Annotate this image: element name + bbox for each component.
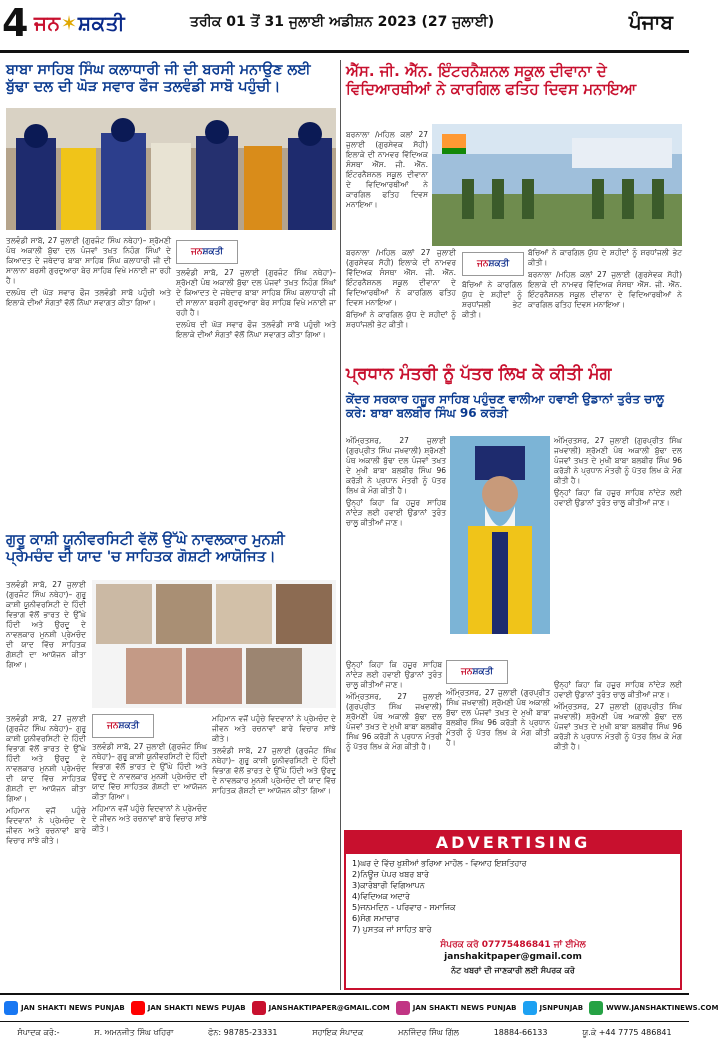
advert-item: 5)ਜਨਮਦਿਨ - ਪਰਿਵਾਰ - ਸਮਾਜਿਕ: [352, 903, 456, 912]
story4-body-col3: [346, 660, 442, 825]
logo-star-icon: ✶: [60, 11, 78, 35]
newspaper-logo[interactable]: [34, 8, 154, 38]
advertising-box: [344, 830, 682, 990]
email-link[interactable]: JANSHAKTIPAPER@GMAIL.COM: [252, 1001, 390, 1015]
story4-paragraph: ਉਨ੍ਹਾਂ ਕਿਹਾ ਕਿ ਹਜ਼ੂਰ ਸਾਹਿਬ ਨਾਂਦੇੜ ਲਈ ਹਵਾਈ ਉਡਾਨਾਂ ਤੁਰੰਤ ਚਾਲੂ ਕੀਤੀਆਂ ਜਾਣ।: [554, 488, 682, 507]
story2-body-col3: [212, 714, 336, 986]
instagram-icon: [396, 1001, 410, 1015]
twitter-icon: [523, 1001, 537, 1015]
story1-paragraph: ਤਲਵੰਡੀ ਸਾਬੋ, 27 ਜੁਲਾਈ (ਗੁਰਜੰਟ ਸਿੰਘ ਨਥੇਹਾ)– ਸ਼੍ਰੋਮਣੀ ਪੰਥ ਅਕਾਲੀ ਬੁੱਢਾ ਦਲ ਪੰਜਵਾਂ ਤਖ਼ਤ ਨਿਹੰਗ ਸਿੰਘਾਂ ਦੇ ਕਿਆਦਤ ਦੇ ਜਥੇਦਾਰ ਬਾਬਾ ਸਾਹਿਬ ਸਿੰਘ ਕਲਾਧਾਰੀ ਜੀ ਦੀ ਸਾਲਾਨਾ ਬਰਸੀ ਗੁਰਦੁਆਰਾ ਬੇਰ ਸਾਹਿਬ ਵਿਖੇ ਮਨਾਈ ਜਾ ਰਹੀ ਹੈ।: [176, 268, 336, 317]
story1-paragraph: ਦਲਪੰਥ ਦੀ ਘੋੜ ਸਵਾਰ ਫੌਜ ਤਲਵੰਡੀ ਸਾਬੋ ਪਹੁੰਚੀ ਅਤੇ ਇਲਾਕੇ ਦੀਆਂ ਸੰਗਤਾਂ ਵੱਲੋਂ ਨਿੱਘਾ ਸਵਾਗਤ ਕੀਤਾ ਗਿਆ।: [176, 320, 336, 339]
story3-paragraph: ਬਰਨਾਲਾ /ਮਹਿਲ ਕਲਾਂ 27 ਜੁਲਾਈ (ਗੁਰਸੇਵਕ ਸੋਹੀ) ਇਲਾਕੇ ਦੀ ਨਾਮਵਰ ਵਿੱਦਿਅਕ ਸੰਸਥਾ ਐੱਸ. ਜੀ. ਐੱਨ. ਇੰਟਰਨੈਸ਼ਨਲ ਸਕੂਲ ਦੀਵਾਨਾ ਦੇ ਵਿਦਿਆਰਥੀਆਂ ਨੇ ਕਾਰਗਿਲ ਫਤਿਹ ਦਿਵਸ ਮਨਾਇਆ।: [346, 130, 428, 209]
inset-logo: ਜਨਸ਼ਕਤੀ: [446, 660, 508, 684]
story1-photo: [6, 108, 336, 230]
story2-paragraph: ਤਲਵੰਡੀ ਸਾਬੋ, 27 ਜੁਲਾਈ (ਗੁਰਜੰਟ ਸਿੰਘ ਨਥੇਹਾ)– ਗੁਰੂ ਕਾਸ਼ੀ ਯੂਨੀਵਰਸਿਟੀ ਦੇ ਹਿੰਦੀ ਵਿਭਾਗ ਵੱਲੋਂ ਭਾਰਤ ਦੇ ਉੱਘੇ ਹਿੰਦੀ ਅਤੇ ਉਰਦੂ ਦੇ ਨਾਵਲਕਾਰ ਮੁਨਸ਼ੀ ਪ੍ਰੇਮਚੰਦ ਦੀ ਯਾਦ ਵਿੱਚ ਸਾਹਿਤਕ ਗੋਸ਼ਟੀ ਦਾ ਆਯੋਜਨ ਕੀਤਾ ਗਿਆ।: [6, 714, 86, 803]
credit-text: 18884-66133: [493, 1027, 548, 1037]
story2-paragraph: ਮਹਿਮਾਨ ਵਜੋਂ ਪਹੁੰਚੇ ਵਿਦਵਾਨਾਂ ਨੇ ਪ੍ਰੇਮਚੰਦ ਦੇ ਜੀਵਨ ਅਤੇ ਰਚਨਾਵਾਂ ਬਾਰੇ ਵਿਚਾਰ ਸਾਂਝੇ ਕੀਤੇ।: [6, 806, 86, 845]
advert-contact: ਸੰਪਰਕ ਕਰੋ 07775486841 ਜਾਂ ਈਮੇਲ: [440, 940, 586, 950]
edition-date: ਤਰੀਕ 01 ਤੋਂ 31 ਜੁਲਾਈ ਅਡੀਸ਼ਨ 2023 (27 ਜੁਲਾਈ): [190, 14, 495, 30]
advert-item: 7) ਪੁਸਤਕ ਜਾਂ ਸਾਹਿਤ ਬਾਰੇ: [352, 925, 432, 934]
advertising-title: ADVERTISING: [346, 832, 680, 854]
credit-text: ਯੂ.ਕੇ +44 7775 486841: [582, 1027, 672, 1037]
story4-paragraph: ਅੰਮ੍ਰਿਤਸਰ, 27 ਜੁਲਾਈ (ਗੁਰਪ੍ਰੀਤ ਸਿੰਘ ਜਖਵਾਲੀ) ਸ਼੍ਰੋਮਣੀ ਪੰਥ ਅਕਾਲੀ ਬੁੱਢਾ ਦਲ ਪੰਜਵਾਂ ਤਖ਼ਤ ਦੇ ਮੁਖੀ ਬਾਬਾ ਬਲਬੀਰ ਸਿੰਘ 96 ਕਰੋੜੀ ਨੇ ਪ੍ਰਧਾਨ ਮੰਤਰੀ ਨੂੰ ਪੱਤਰ ਲਿਖ ਕੇ ਮੰਗ ਕੀਤੀ ਹੈ।: [554, 702, 682, 751]
story4-paragraph: ਅੰਮ੍ਰਿਤਸਰ, 27 ਜੁਲਾਈ (ਗੁਰਪ੍ਰੀਤ ਸਿੰਘ ਜਖਵਾਲੀ) ਸ਼੍ਰੋਮਣੀ ਪੰਥ ਅਕਾਲੀ ਬੁੱਢਾ ਦਲ ਪੰਜਵਾਂ ਤਖ਼ਤ ਦੇ ਮੁਖੀ ਬਾਬਾ ਬਲਬੀਰ ਸਿੰਘ 96 ਕਰੋੜੀ ਨੇ ਪ੍ਰਧਾਨ ਮੰਤਰੀ ਨੂੰ ਪੱਤਰ ਲਿਖ ਕੇ ਮੰਗ ਕੀਤੀ ਹੈ।: [446, 688, 550, 747]
instagram-link[interactable]: JAN SHAKTI NEWS PUNJAB: [396, 1001, 517, 1015]
story3-paragraph: ਬਰਨਾਲਾ /ਮਹਿਲ ਕਲਾਂ 27 ਜੁਲਾਈ (ਗੁਰਸੇਵਕ ਸੋਹੀ) ਇਲਾਕੇ ਦੀ ਨਾਮਵਰ ਵਿੱਦਿਅਕ ਸੰਸਥਾ ਐੱਸ. ਜੀ. ਐੱਨ. ਇੰਟਰਨੈਸ਼ਨਲ ਸਕੂਲ ਦੀਵਾਨਾ ਦੇ ਵਿਦਿਆਰਥੀਆਂ ਨੇ ਕਾਰਗਿਲ ਫਤਿਹ ਦਿਵਸ ਮਨਾਇਆ।: [528, 270, 682, 309]
section-name: ਪੰਜਾਬ: [628, 10, 673, 34]
advert-item: 3)ਕਾਰੋਬਾਰੀ ਵਿਗਿਆਪਨ: [352, 881, 425, 890]
story3-paragraph: ਬਰਨਾਲਾ /ਮਹਿਲ ਕਲਾਂ 27 ਜੁਲਾਈ (ਗੁਰਸੇਵਕ ਸੋਹੀ) ਇਲਾਕੇ ਦੀ ਨਾਮਵਰ ਵਿੱਦਿਅਕ ਸੰਸਥਾ ਐੱਸ. ਜੀ. ਐੱਨ. ਇੰਟਰਨੈਸ਼ਨਲ ਸਕੂਲ ਦੀਵਾਨਾ ਦੇ ਵਿਦਿਆਰਥੀਆਂ ਨੇ ਕਾਰਗਿਲ ਫਤਿਹ ਦਿਵਸ ਮਨਾਇਆ।: [346, 248, 456, 307]
story2-body-col1: [6, 714, 86, 986]
story4-paragraph: ਅੰਮ੍ਰਿਤਸਰ, 27 ਜੁਲਾਈ (ਗੁਰਪ੍ਰੀਤ ਸਿੰਘ ਜਖਵਾਲੀ) ਸ਼੍ਰੋਮਣੀ ਪੰਥ ਅਕਾਲੀ ਬੁੱਢਾ ਦਲ ਪੰਜਵਾਂ ਤਖ਼ਤ ਦੇ ਮੁਖੀ ਬਾਬਾ ਬਲਬੀਰ ਸਿੰਘ 96 ਕਰੋੜੀ ਨੇ ਪ੍ਰਧਾਨ ਮੰਤਰੀ ਨੂੰ ਪੱਤਰ ਲਿਖ ਕੇ ਮੰਗ ਕੀਤੀ ਹੈ।: [346, 436, 446, 495]
story3-body-col1b: [346, 248, 456, 358]
logo-part2: ਸ਼ਕਤੀ: [77, 11, 126, 35]
story4-paragraph: ਉਨ੍ਹਾਂ ਕਿਹਾ ਕਿ ਹਜ਼ੂਰ ਸਾਹਿਬ ਨਾਂਦੇੜ ਲਈ ਹਵਾਈ ਉਡਾਨਾਂ ਤੁਰੰਤ ਚਾਲੂ ਕੀਤੀਆਂ ਜਾਣ।: [346, 498, 446, 527]
social-links-bar: [0, 993, 718, 1021]
story3-paragraph: ਬੱਚਿਆਂ ਨੇ ਕਾਰਗਿਲ ਯੁੱਧ ਦੇ ਸ਼ਹੀਦਾਂ ਨੂੰ ਸ਼ਰਧਾਂਜਲੀ ਭੇਟ ਕੀਤੀ।: [528, 248, 682, 267]
story2-paragraph: ਤਲਵੰਡੀ ਸਾਬੋ, 27 ਜੁਲਾਈ (ਗੁਰਜੰਟ ਸਿੰਘ ਨਥੇਹਾ)– ਗੁਰੂ ਕਾਸ਼ੀ ਯੂਨੀਵਰਸਿਟੀ ਦੇ ਹਿੰਦੀ ਵਿਭਾਗ ਵੱਲੋਂ ਭਾਰਤ ਦੇ ਉੱਘੇ ਹਿੰਦੀ ਅਤੇ ਉਰਦੂ ਦੇ ਨਾਵਲਕਾਰ ਮੁਨਸ਼ੀ ਪ੍ਰੇਮਚੰਦ ਦੀ ਯਾਦ ਵਿੱਚ ਸਾਹਿਤਕ ਗੋਸ਼ਟੀ ਦਾ ਆਯੋਜਨ ਕੀਤਾ ਗਿਆ।: [6, 580, 86, 669]
inset-logo: ਜਨਸ਼ਕਤੀ: [92, 714, 154, 738]
facebook-icon: [4, 1001, 18, 1015]
website-link[interactable]: WWW.JANSHAKTINEWS.COM: [589, 1001, 718, 1015]
footer-credits: [0, 1021, 689, 1043]
credit-text: ਫੋਨ: 98785-23331: [208, 1027, 278, 1037]
story2-headline[interactable]: ਗੁਰੂ ਕਾਸ਼ੀ ਯੂਨੀਵਰਸਿਟੀ ਵੱਲੋਂ ਉੱਘੇ ਨਾਵਲਕਾਰ ਮੁਨਸ਼ੀ ਪ੍ਰੇਮਚੰਦ ਦੀ ਯਾਦ 'ਚ ਸਾਹਿਤਕ ਗੋਸ਼ਟੀ ਆਯੋਜਿਤ।: [6, 532, 285, 566]
story1-paragraph: ਦਲਪੰਥ ਦੀ ਘੋੜ ਸਵਾਰ ਫੌਜ ਤਲਵੰਡੀ ਸਾਬੋ ਪਹੁੰਚੀ ਅਤੇ ਇਲਾਕੇ ਦੀਆਂ ਸੰਗਤਾਂ ਵੱਲੋਂ ਨਿੱਘਾ ਸਵਾਗਤ ਕੀਤਾ ਗਿਆ।: [6, 288, 171, 307]
inset-logo: ਜਨਸ਼ਕਤੀ: [462, 252, 524, 276]
story2-paragraph: ਤਲਵੰਡੀ ਸਾਬੋ, 27 ਜੁਲਾਈ (ਗੁਰਜੰਟ ਸਿੰਘ ਨਥੇਹਾ)– ਗੁਰੂ ਕਾਸ਼ੀ ਯੂਨੀਵਰਸਿਟੀ ਦੇ ਹਿੰਦੀ ਵਿਭਾਗ ਵੱਲੋਂ ਭਾਰਤ ਦੇ ਉੱਘੇ ਹਿੰਦੀ ਅਤੇ ਉਰਦੂ ਦੇ ਨਾਵਲਕਾਰ ਮੁਨਸ਼ੀ ਪ੍ਰੇਮਚੰਦ ਦੀ ਯਾਦ ਵਿੱਚ ਸਾਹਿਤਕ ਗੋਸ਼ਟੀ ਦਾ ਆਯੋਜਨ ਕੀਤਾ ਗਿਆ।: [212, 746, 336, 795]
story2-paragraph: ਮਹਿਮਾਨ ਵਜੋਂ ਪਹੁੰਚੇ ਵਿਦਵਾਨਾਂ ਨੇ ਪ੍ਰੇਮਚੰਦ ਦੇ ਜੀਵਨ ਅਤੇ ਰਚਨਾਵਾਂ ਬਾਰੇ ਵਿਚਾਰ ਸਾਂਝੇ ਕੀਤੇ।: [212, 714, 336, 743]
advert-email-link[interactable]: janshakitpaper@gmail.com: [444, 952, 582, 962]
globe-icon: [589, 1001, 603, 1015]
story3-body-col2: [462, 280, 522, 358]
email-icon: [252, 1001, 266, 1015]
story4-paragraph: ਅੰਮ੍ਰਿਤਸਰ, 27 ਜੁਲਾਈ (ਗੁਰਪ੍ਰੀਤ ਸਿੰਘ ਜਖਵਾਲੀ) ਸ਼੍ਰੋਮਣੀ ਪੰਥ ਅਕਾਲੀ ਬੁੱਢਾ ਦਲ ਪੰਜਵਾਂ ਤਖ਼ਤ ਦੇ ਮੁਖੀ ਬਾਬਾ ਬਲਬੀਰ ਸਿੰਘ 96 ਕਰੋੜੀ ਨੇ ਪ੍ਰਧਾਨ ਮੰਤਰੀ ਨੂੰ ਪੱਤਰ ਲਿਖ ਕੇ ਮੰਗ ਕੀਤੀ ਹੈ।: [554, 436, 682, 485]
column-divider: [340, 60, 341, 990]
story3-body-col3: [528, 248, 682, 358]
story4-paragraph: ਅੰਮ੍ਰਿਤਸਰ, 27 ਜੁਲਾਈ (ਗੁਰਪ੍ਰੀਤ ਸਿੰਘ ਜਖਵਾਲੀ) ਸ਼੍ਰੋਮਣੀ ਪੰਥ ਅਕਾਲੀ ਬੁੱਢਾ ਦਲ ਪੰਜਵਾਂ ਤਖ਼ਤ ਦੇ ਮੁਖੀ ਬਾਬਾ ਬਲਬੀਰ ਸਿੰਘ 96 ਕਰੋੜੀ ਨੇ ਪ੍ਰਧਾਨ ਮੰਤਰੀ ਨੂੰ ਪੱਤਰ ਲਿਖ ਕੇ ਮੰਗ ਕੀਤੀ ਹੈ।: [346, 692, 442, 751]
advert-item: 2)ਨਿਊਜ਼ ਪੇਪਰ ਖਬਰ ਬਾਰੇ: [352, 870, 429, 879]
inset-logo: ਜਨਸ਼ਕਤੀ: [176, 240, 238, 264]
story2-paragraph: ਮਹਿਮਾਨ ਵਜੋਂ ਪਹੁੰਚੇ ਵਿਦਵਾਨਾਂ ਨੇ ਪ੍ਰੇਮਚੰਦ ਦੇ ਜੀਵਨ ਅਤੇ ਰਚਨਾਵਾਂ ਬਾਰੇ ਵਿਚਾਰ ਸਾਂਝੇ ਕੀਤੇ।: [92, 804, 207, 833]
story4-photo: [450, 436, 550, 634]
story4-paragraph: ਉਨ੍ਹਾਂ ਕਿਹਾ ਕਿ ਹਜ਼ੂਰ ਸਾਹਿਬ ਨਾਂਦੇੜ ਲਈ ਹਵਾਈ ਉਡਾਨਾਂ ਤੁਰੰਤ ਚਾਲੂ ਕੀਤੀਆਂ ਜਾਣ।: [554, 680, 682, 699]
credit-text: ਸੰਪਾਦਕ ਕਰੋ:-: [17, 1027, 60, 1037]
story1-body-col2: [176, 268, 336, 526]
story4-body-col5: [554, 680, 682, 825]
advertising-list: [346, 854, 680, 939]
story3-paragraph: ਬੱਚਿਆਂ ਨੇ ਕਾਰਗਿਲ ਯੁੱਧ ਦੇ ਸ਼ਹੀਦਾਂ ਨੂੰ ਸ਼ਰਧਾਂਜਲੀ ਭੇਟ ਕੀਤੀ।: [462, 280, 522, 319]
story4-headline[interactable]: ਪ੍ਰਧਾਨ ਮੰਤਰੀ ਨੂੰ ਪੱਤਰ ਲਿਖ ਕੇ ਕੀਤੀ ਮੰਗ: [346, 364, 612, 384]
credit-text: ਮਨਜਿੰਦਰ ਸਿੰਘ ਗਿੱਲ: [398, 1027, 459, 1037]
credit-text: ਸਹਾਇਕ ਸੰਪਾਦਕ: [312, 1027, 364, 1037]
masthead: [0, 0, 689, 56]
story2-body: [6, 580, 86, 710]
logo-part1: ਜਨ: [34, 11, 61, 35]
story2-photo-collage: [92, 580, 336, 708]
story4-subhead: ਕੇਂਦਰ ਸਰਕਾਰ ਹਜ਼ੂਰ ਸਾਹਿਬ ਪਹੁੰਚਣ ਵਾਲੀਆ ਹਵਾਈ ਉਡਾਨਾਂ ਤੁਰੰਤ ਚਾਲੂ ਕਰੇ: ਬਾਬਾ ਬਲਬੀਰ ਸਿੰਘ 96 ਕਰੋੜੀ: [346, 392, 664, 421]
advert-item: 4)ਵਿਦਿਅਕ ਅਦਾਰੇ: [352, 892, 410, 901]
youtube-link[interactable]: JAN SHAKTI NEWS PUJAB: [131, 1001, 246, 1015]
story3-body-col1: [346, 130, 428, 240]
youtube-icon: [131, 1001, 145, 1015]
twitter-link[interactable]: JSNPUNJAB: [523, 1001, 584, 1015]
story3-photo: [432, 124, 682, 246]
page-number: 4: [2, 1, 29, 45]
advert-item: 6)ਸੋਗ ਸਮਾਚਾਰ: [352, 914, 400, 923]
story4-paragraph: ਉਨ੍ਹਾਂ ਕਿਹਾ ਕਿ ਹਜ਼ੂਰ ਸਾਹਿਬ ਨਾਂਦੇੜ ਲਈ ਹਵਾਈ ਉਡਾਨਾਂ ਤੁਰੰਤ ਚਾਲੂ ਕੀਤੀਆਂ ਜਾਣ।: [346, 660, 442, 689]
story3-headline[interactable]: ਐੱਸ. ਜੀ. ਐੱਨ. ਇੰਟਰਨੈਸ਼ਨਲ ਸਕੂਲ ਦੀਵਾਨਾ ਦੇ ਵਿਦਿਆਰਥੀਆਂ ਨੇ ਕਾਰਗਿਲ ਫਤਿਹ ਦਿਵਸ ਮਨਾਇਆ: [346, 62, 637, 98]
story1-paragraph: ਤਲਵੰਡੀ ਸਾਬੋ, 27 ਜੁਲਾਈ (ਗੁਰਜੰਟ ਸਿੰਘ ਨਥੇਹਾ)– ਸ਼੍ਰੋਮਣੀ ਪੰਥ ਅਕਾਲੀ ਬੁੱਢਾ ਦਲ ਪੰਜਵਾਂ ਤਖ਼ਤ ਨਿਹੰਗ ਸਿੰਘਾਂ ਦੇ ਕਿਆਦਤ ਦੇ ਜਥੇਦਾਰ ਬਾਬਾ ਸਾਹਿਬ ਸਿੰਘ ਕਲਾਧਾਰੀ ਜੀ ਦੀ ਸਾਲਾਨਾ ਬਰਸੀ ਗੁਰਦੁਆਰਾ ਬੇਰ ਸਾਹਿਬ ਵਿਖੇ ਮਨਾਈ ਜਾ ਰਹੀ ਹੈ।: [6, 236, 171, 285]
story1-headline[interactable]: ਬਾਬਾ ਸਾਹਿਬ ਸਿੰਘ ਕਲਾਧਾਰੀ ਜੀ ਦੀ ਬਰਸੀ ਮਨਾਉਣ ਲਈ ਬੁੱਢਾ ਦਲ ਦੀ ਘੋੜ ਸਵਾਰ ਫੌਜ ਤਲਵੰਡੀ ਸਾਬੋ ਪਹੁੰਚੀ।: [6, 62, 311, 96]
story3-paragraph: ਬੱਚਿਆਂ ਨੇ ਕਾਰਗਿਲ ਯੁੱਧ ਦੇ ਸ਼ਹੀਦਾਂ ਨੂੰ ਸ਼ਰਧਾਂਜਲੀ ਭੇਟ ਕੀਤੀ।: [346, 310, 456, 329]
advert-note: ਨੋਟ ਖਬਰਾਂ ਦੀ ਜਾਣਕਾਰੀ ਲਈ ਸੰਪਰਕ ਕਰੋ: [451, 966, 575, 975]
advert-item: 1)ਘਰ ਦੇ ਵਿੱਚ ਖੁਸ਼ੀਆਂ ਭਰਿਆ ਮਾਹੌਲ - ਵਿਆਹ ਇਸ਼ਤਿਹਾਰ: [352, 859, 527, 868]
story2-body-col2: [92, 742, 207, 986]
facebook-link[interactable]: JAN SHAKTI NEWS PUNJAB: [4, 1001, 125, 1015]
credit-text: ਸ. ਅਮਨਜੀਤ ਸਿੰਘ ਖਹਿਰਾ: [94, 1027, 174, 1037]
story1-body: [6, 236, 171, 526]
story4-body-col1: [346, 436, 446, 656]
story4-body-col2: [554, 436, 682, 676]
story4-body-col4: [446, 688, 550, 825]
story2-paragraph: ਤਲਵੰਡੀ ਸਾਬੋ, 27 ਜੁਲਾਈ (ਗੁਰਜੰਟ ਸਿੰਘ ਨਥੇਹਾ)– ਗੁਰੂ ਕਾਸ਼ੀ ਯੂਨੀਵਰਸਿਟੀ ਦੇ ਹਿੰਦੀ ਵਿਭਾਗ ਵੱਲੋਂ ਭਾਰਤ ਦੇ ਉੱਘੇ ਹਿੰਦੀ ਅਤੇ ਉਰਦੂ ਦੇ ਨਾਵਲਕਾਰ ਮੁਨਸ਼ੀ ਪ੍ਰੇਮਚੰਦ ਦੀ ਯਾਦ ਵਿੱਚ ਸਾਹਿਤਕ ਗੋਸ਼ਟੀ ਦਾ ਆਯੋਜਨ ਕੀਤਾ ਗਿਆ।: [92, 742, 207, 801]
masthead-rule: [0, 50, 689, 53]
